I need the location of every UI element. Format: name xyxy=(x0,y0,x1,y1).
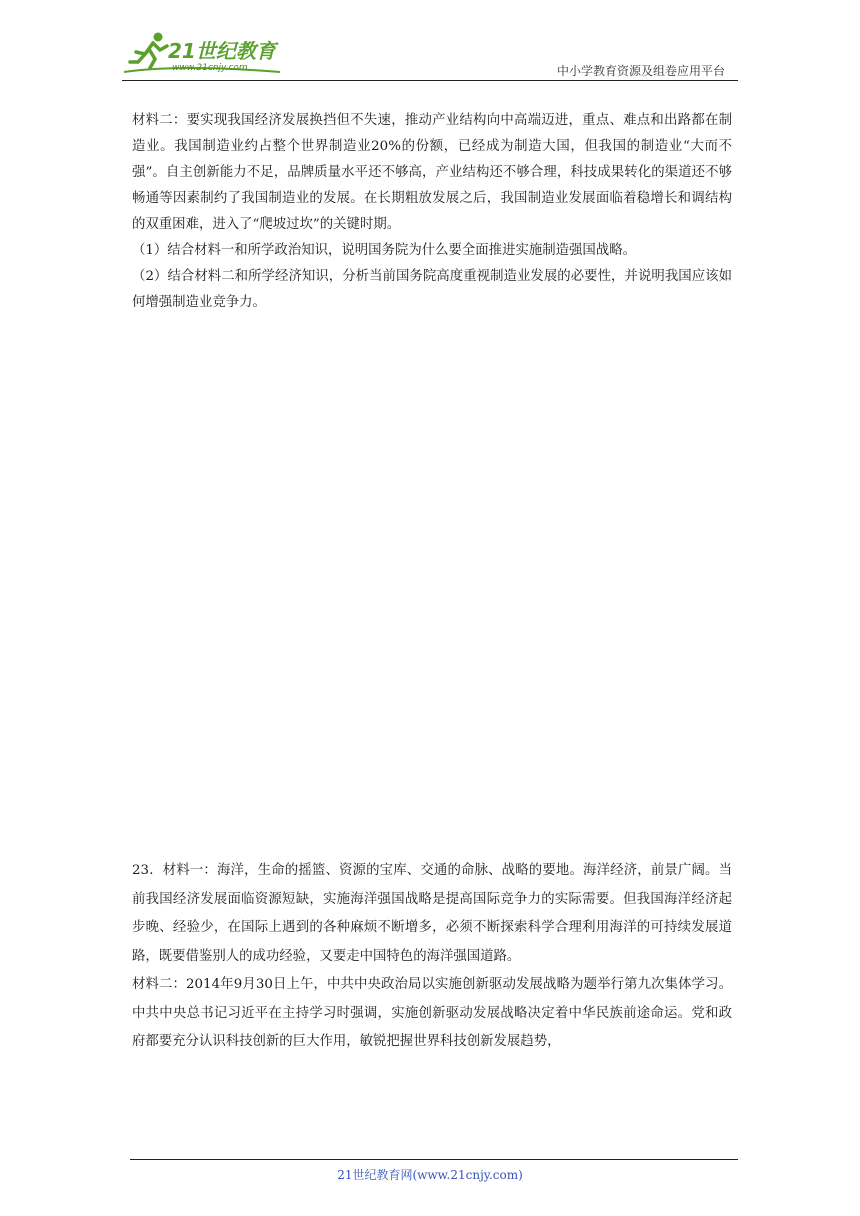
header-divider xyxy=(122,80,738,81)
q23-material-one-paragraph: 23．材料一：海洋，生命的摇篮、资源的宝库、交通的命脉、战略的要地。海洋经济，前景广阔。当前我国经济发展面临资源短缺，实施海洋强国战略是提高国际竞争力的实际需要。但我国海洋经济起步晚、经验少，在国际上遇到的各种麻烦不断增多，必须不断探索科学合理利用海洋的可持续发展道路，既要借鉴别人的成功经验，又要走中国特色的海洋强国道路。 xyxy=(132,863,732,964)
q23-material-two-paragraph: 材料二：2014年9月30日上午，中共中央政治局以实施创新驱动发展战略为题举行第九次集体学习。中共中央总书记习近平在主持学习时强调，实施创新驱动发展战略决定着中华民族前途命运。党和政府都要充分认识科技创新的巨大作用，敏锐把握世界科技创新发展趋势， xyxy=(132,977,732,1049)
question-22-continued xyxy=(132,108,732,316)
svg-text:21世纪教育: 21世纪教育 xyxy=(168,39,276,63)
runner-logo-icon xyxy=(120,28,290,78)
page-header xyxy=(0,0,860,90)
footer-divider xyxy=(130,1159,738,1160)
question-23 xyxy=(132,857,732,1057)
sub-question-1: （1）结合材料一和所学政治知识，说明国务院为什么要全面推进实施制造强国战略。 xyxy=(132,243,636,258)
platform-name: 中小学教育资源及组卷应用平台 xyxy=(556,64,725,78)
material-two-paragraph: 材料二：要实现我国经济发展换挡但不失速，推动产业结构向中高端迈进，重点、难点和出路都在制造业。我国制造业约占整个世界制造业20%的份额，已经成为制造大国，但我国的制造业“大而不强”。自主创新能力不足，品牌质量水平还不够高，产业结构还不够合理，科技成果转化的渠道还不够畅通等因素制约了我国制造业的发展。在长期粗放发展之后，我国制造业发展面临着稳增长和调结构的双重困难，进入了“爬坡过坎”的关键时期。 xyxy=(132,113,732,232)
svg-text:www.21cnjy.com: www.21cnjy.com xyxy=(172,63,248,73)
page-footer[interactable]: 21世纪教育网(www.21cnjy.com) xyxy=(337,1168,523,1182)
sub-question-2: （2）结合材料二和所学经济知识，分析当前国务院高度重视制造业发展的必要性，并说明我国应该如何增强制造业竞争力。 xyxy=(132,269,732,310)
site-logo[interactable] xyxy=(120,28,290,78)
